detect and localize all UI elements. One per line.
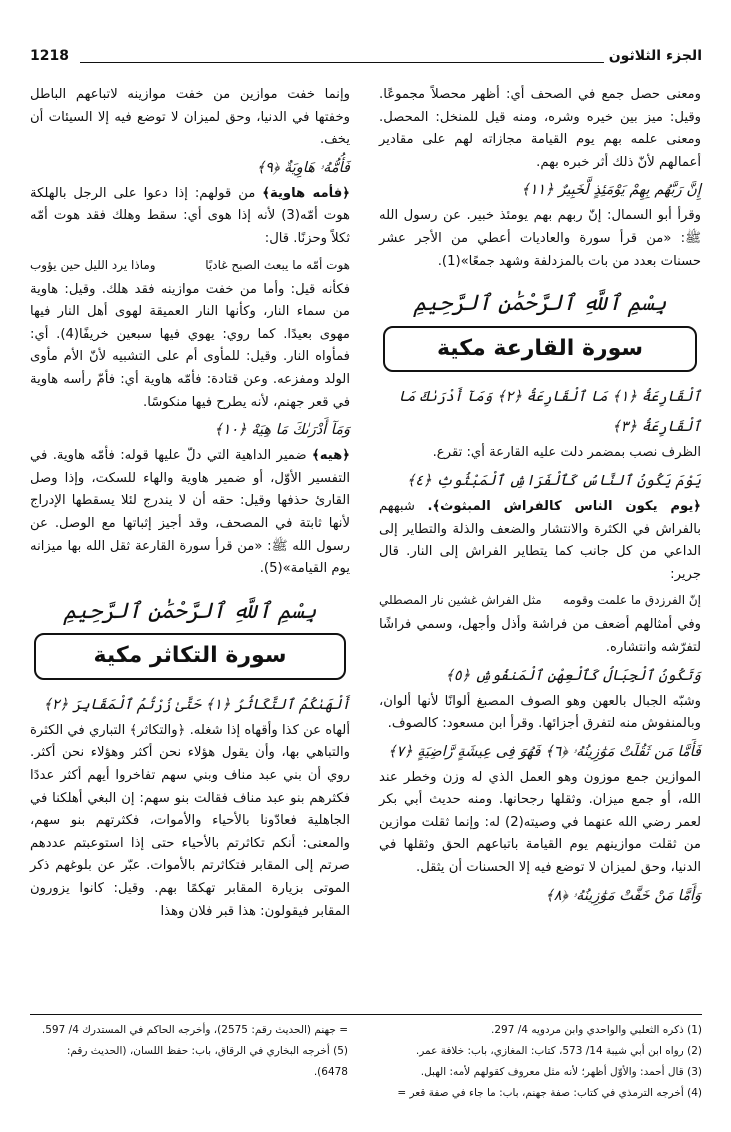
poetry-line [379, 588, 701, 612]
quran-verse: يَوْمَ يَكُونُ ٱلنَّاسُ كَٱلْفَرَاشِ ٱلْمَبْثُوثِ ﴿٤﴾ [406, 472, 701, 489]
paragraph: ومعنى حصل جمع في الصحف أي: أظهر محصلاً مجموعًا. وقيل: ميز بين خيره وشره، ومنه قيل للمنخل: المحصل. ومعنى علمه بهم يوم القيامة مجازاته لهم على مقادير أعمالهم لأنّ ذلك أثر خبره بهم. [379, 87, 701, 170]
paragraph [30, 445, 350, 581]
right-column [379, 84, 701, 911]
quran-verse: ٱلْقَارِعَةُ ﴿١﴾ مَا ٱلْقَارِعَةُ ﴿٢﴾ وَمَآ أَدْرَىٰكَ مَا ٱلْقَارِعَةُ ﴿٣﴾ [398, 389, 701, 436]
bold-phrase: ﴿هيه﴾ [312, 448, 350, 464]
paragraph: وإنما خفت موازين من خفت موازينه لاتباعهم الباطل وخفتها في الدنيا، وحق لميزان لا توضع فيه إلا السيئات أن يخف. [30, 87, 350, 148]
footnote: (5) أخرجه البخاري في الرقاق، باب: حفظ اللسان، (الحديث رقم: 6478). [66, 1045, 348, 1078]
quran-verse: وَمَآ أَدْرَىٰكَ مَا هِيَهْ ﴿١٠﴾ [214, 422, 350, 439]
paragraph-text: شبههم بالفراش في الكثرة والانتشار والضعف والذلة والتطاير إلى الداعي من كل جانب كما يتطاير الفراش إلى النار. قال جرير: [379, 498, 701, 582]
footnote: (3) قال أحمد: والأوّل أظهر؛ لأنه مثل معروف كقولهم لأمه: الهبل. [420, 1066, 702, 1078]
paragraph [379, 496, 701, 586]
footnote: = جهنم (الحديث رقم: 2575)، وأخرجه الحاكم في المستدرك 4/ 597. [41, 1024, 348, 1036]
paragraph [30, 183, 350, 251]
page-header [30, 48, 702, 74]
hemistich: إنّ الفرزدق ما علمت وقومه [562, 593, 701, 608]
part-title: الجزء الثلاثون [608, 48, 702, 64]
paragraph: وشبّه الجبال بالعهن وهو الصوف المصبغ ألوانًا لأنها ألوان، وبالمنفوش منه لتفرق أجزائها. وقرأ ابن مسعود: كالصوف. [379, 693, 701, 732]
quran-verse: إِنَّ رَبَّهُم بِهِمْ يَوْمَئِذٍ لَّخَبِيرٌ ﴿١١﴾ [521, 182, 701, 199]
quran-verse: وَأَمَّا مَنْ خَفَّتْ مَوَٰزِينُهُۥ ﴿٨﴾ [545, 887, 701, 904]
paragraph: الموازين جمع موزون وهو العمل الذي له وزن وخطر عند الله، أو جمع ميزان. وثقلها رجحانها. ومنه حديث أبي بكر لعمر رضي الله عنهما في وصيته(2) له: وإنما ثقلت موازين من ثقلت موازينهم يوم القيامة باتباعهم الحق وثقلها في الدنيا، وحق لميزان لا توضع فيه إلا الحسنات أن يثقل. [379, 769, 701, 876]
poetry-line [30, 253, 350, 277]
basmala: بِسْمِ ٱللَّهِ ٱلرَّحْمَٰنِ ٱلرَّحِيمِ [413, 291, 667, 317]
footnotes-left [30, 1020, 348, 1083]
paragraph: فكأنه قيل: وأما من خفت موازينه فقد هلك. وقيل: هاوية من سماء النار، وكأنها النار العميقة لهوى أهل النار فيها مهوى بعيدًا. كما روي: يهوي فيها سبعين خريفًا(4). أي: فمأواه النار. وقيل: للمأوى أم على التشبيه لأنّ الأم مأوى الولد ومفزعه. وعن قتادة: فأمّه هاوية أي: فأمّ رأسه هاوية في قعر جهنم، لأنه يطرح فيها منكوسًا. [30, 281, 350, 410]
paragraph: وقرأ أبو السمال: إنّ ربهم بهم يومئذ خبير. عن رسول الله ﷺ: «من قرأ سورة والعاديات أعطي من الأجر عشر حسنات بعدد من بات بالمزدلفة وشهد جمعًا»(1). [379, 208, 701, 269]
footnote: (2) رواه ابن أبي شيبة 14/ 573، كتاب: المغازي، باب: خلافة عمر. [415, 1045, 702, 1057]
paragraph: ألهاه عن كذا وأقهاه إذا شغله. ﴿والتكاثر﴾ التباري في الكثرة والتباهي بها، وأن يقول هؤلاء نحن أكثر وهؤلاء نحن أكثر. روي أن بني عبد مناف وبني سهم تفاخروا أيهم أكثر عددًا فكثرهم بنو عبد مناف فقالت بنو سهم: إن البغي أهلكنا في الجاهلية فعادّونا بالأحياء والأموات، فكثرتهم بنو سهم، والمعنى: أنكم تكاثرتم بالأحياء حتى إذا استوعبتم عددهم صرتم إلى المقابر فتكاثرتم بالأموات. عبّر عن بلوغهم ذكر الموتى بزيارة المقابر تهكمًا بهم. وقيل: كانوا يزورون المقابر فيقولون: هذا قبر فلان وهذا [30, 722, 350, 919]
hemistich: مثل الفراش غشين نار المصطلي [379, 593, 542, 608]
hemistich: هوت أمّه ما يبعث الصبح غاديًا [205, 257, 350, 272]
quran-verse: أَلْهَىٰكُمُ ٱلتَّكَاثُرُ ﴿١﴾ حَتَّىٰ زُرْتُمُ ٱلْمَقَابِرَ ﴿٢﴾ [43, 696, 350, 713]
left-column [30, 84, 350, 924]
surah-title-box: سورة التكاثر مكية [34, 633, 346, 680]
page-number: 1218 [30, 48, 69, 64]
paragraph: الظرف نصب بمضمر دلت عليه القارعة أي: تقرع. [432, 445, 701, 461]
basmala: بِسْمِ ٱللَّهِ ٱلرَّحْمَٰنِ ٱلرَّحِيمِ [63, 598, 317, 624]
paragraph: وفي أمثالهم أضعف من فراشة وأذل وأجهل، وسمي فراشًا لتفرّشه وانتشاره. [379, 617, 701, 655]
footnotes-right [364, 1020, 702, 1104]
footnote-rule [30, 1014, 702, 1015]
paragraph-text: من قولهم: إذا دعوا على الرجل بالهلكة هوت أمّه(3) لأنه إذا هوى أي: سقط وهلك فقد هوت أمّه ثكلاً وحزنًا. قال: [30, 185, 350, 246]
paragraph-text: ضمير الداهية التي دلّ عليها قوله: فأمّه هاوية. في التفسير الأوّل، أو ضمير هاوية والهاء للسكت، وإذا وصل القارئ حذفها وقيل: حقه أن لا يندرج لئلا يسقطها الإدراج لأنها ثابتة في المصحف، وقد أجيز إثباتها مع الوصل. عن رسول الله ﷺ: «من قرأ سورة القارعة ثقل الله بها ميزانه يوم القيامة»(5). [30, 448, 350, 577]
header-rule [80, 62, 604, 63]
quran-verse: فَأَمَّا مَن ثَقُلَتْ مَوَٰزِينُهُۥ ﴿٦﴾ فَهُوَ فِى عِيشَةٍ رَّاضِيَةٍ ﴿٧﴾ [387, 743, 701, 760]
quran-verse: وَتَكُونُ ٱلْجِبَالُ كَٱلْعِهْنِ ٱلْمَنفُوشِ ﴿٥﴾ [445, 667, 701, 684]
surah-title-box: سورة القارعة مكية [383, 326, 697, 373]
bold-phrase: ﴿فأمه هاوية﴾ [262, 185, 350, 201]
footnote: (4) أخرجه الترمذي في كتاب: صفة جهنم، باب: ما جاء في صفة قعر = [397, 1087, 702, 1099]
quran-verse: فَأُمُّهُۥ هَاوِيَةٌ ﴿٩﴾ [256, 159, 350, 176]
footnote: (1) ذكره الثعلبي والواحدي وابن مردويه 4/ 297. [491, 1024, 702, 1036]
hemistich: وماذا يرد الليل حين يؤوب [30, 257, 156, 272]
bold-phrase: ﴿يوم يكون الناس كالفراش المبثوث﴾. [427, 498, 701, 514]
